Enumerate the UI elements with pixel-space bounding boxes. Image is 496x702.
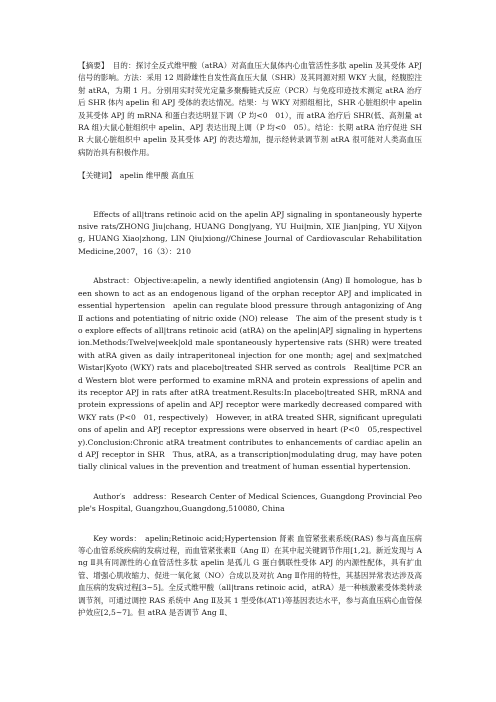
keywords-english-and-introduction: Key words： apelin;Retinoic acid;Hypertension 肾素 血管紧张素系统(RAS) 参与高血压病等心血管系统疾病的发病过程，而血管紧张素Ⅱ（Ang Ⅱ）在其中起关键调节作用[1,2]。新近发现与 Ang Ⅱ具有同源性的心血管活性多肽 apelin 是孤儿 G 蛋白偶联性受体 APJ 的内源性配体，具有扩血管、增强心肌收缩力、促进一氧化氮（NO）合成以及对抗 Ang Ⅱ作用的特性，其基因异常表达涉及高血压病的发病过程[3~5]。全反式维甲酸（all|trans retinoic acid，atRA）是一种核激素受体类转录调节剂，可通过调控 RAS 系统中 Ang Ⅱ及其 1 型受体(AT1)等基因表达水平，参与高血压病心血管保护效应[2,5~7]。但 atRA 是否调节 Ang Ⅱ、 [78,533,422,618]
keywords-chinese: 【关键词】 apelin 维甲酸 高血压 [78,171,194,181]
author-address: Author′s address：Research Center of Medical Sciences, Guangdong Provincial People's Hospital, Guangzhou,Guangdong,510080, China [78,491,422,514]
abstract-english: Abstract：Objective:apelin, a newly identified angiotensin (Ang) Ⅱ homologue, has been shown to act as an endogenous ligand of the orphan receptor APJ and implicated in essential hypertension apelin can regulate blood pressure through antagonizing of Ang Ⅱ actions and potentiating of nitric oxide (NO) release The aim of the present study is to explore effects of all|trans retinoic acid (atRA) on the apelin|APJ signaling in hypertension.Methods:Twelve|week|old male spontaneously hypertensive rats (SHR) were treated with atRA given as daily intraperitoneal injection for one month; age| and sex|matched Wistar|Kyoto (WKY) rats and placebo|treated SHR served as controls Real|time PCR and Western blot were performed to examine mRNA and protein expressions of apelin and its receptor APJ in rats after atRA treatment.Results:In placebo|treated SHR, mRNA and protein expressions of apelin and APJ receptor were markedly decreased compared with WKY rats (P<0 01, respectively) However, in atRA treated SHR, significant upregulations of apelin and APJ receptor expressions were observed in heart (P<0 05,respectively).Conclusion:Chronic atRA treatment contributes to enhancements of cardiac apelin and APJ receptor in SHR Thus, atRA, as a transcription|modulating drug, may have potentially clinical values in the prevention and treatment of human essential hypertension. [78,276,422,472]
abstract-chinese: 【摘要】 目的：探讨全反式维甲酸（atRA）对高血压大鼠体内心血管活性多肽 apelin 及其受体 APJ 信号的影响。方法：采用 12 周龄雄性自发性高血压大鼠（SHR）及其同源对照 WKY 大鼠，经腹腔注射 atRA，为期 1 月。分别用实时荧光定量多聚酶链式反应（PCR）与免疫印迹技术测定 atRA 治疗后 SHR 体内 apelin 和 APJ 受体的表达情况。结果：与 WKY 对照组相比，SHR 心脏组织中 apelin 及其受体 APJ 的 mRNA 和蛋白表达明显下调（P 均<0 01），而 atRA 治疗后 SHR(低、高剂量 atRA 组)大鼠心脏组织中 apelin、APJ 表达出现上调（P 均<0 05）。结论：长期 atRA 治疗促进 SHR 大鼠心脏组织中 apelin 及其受体 APJ 的表达增加，提示经转录调节剂 atRA 很可能对人类高血压病防治具有积极作用。 [78,61,422,157]
document-page [78,60,422,619]
english-citation: Effects of all|trans retinoic acid on the apelin APJ signaling in spontaneously hypertensive rats/ZHONG Jiu|chang, HUANG Dong|yang, YU Hui|min, XIE Jian|ping, YU Xi|yong, HUANG Xiao|zhong, LIN Qiu|xiong//Chinese Journal of Cardiovascular Rehabilitation Medicine,2007，16（3）：210 [78,209,422,256]
